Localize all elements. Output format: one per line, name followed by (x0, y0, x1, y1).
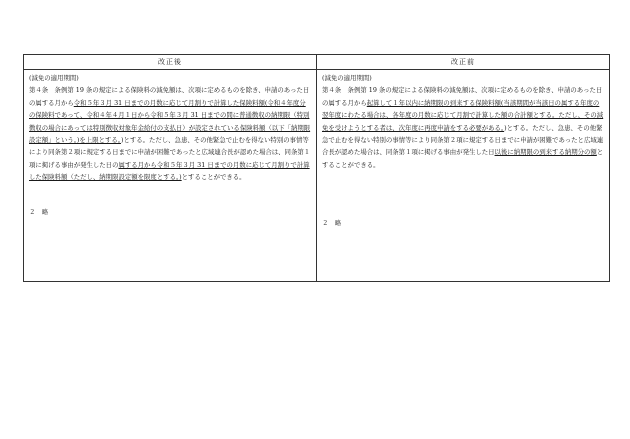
after-item-2: ２ 略 (29, 207, 49, 216)
content-row (24, 70, 610, 282)
before-text-3: とすることができる。 (322, 148, 604, 169)
before-caption: (減免の適用期間) (322, 74, 372, 82)
before-item-2: ２ 略 (322, 219, 342, 228)
comparison-table (23, 54, 610, 282)
header-before: 改正前 (317, 55, 610, 70)
before-underlined-1: 起算して１年以内に納期限の到来する保険料額(当該期間が当該日の属する年度の翌年度にわたる場合は、各年度の月数に応じて月割で計算した額の合計額とする。ただし、その減免を受けようとする者は、次年度に再度申請をする必要がある。 (322, 98, 604, 132)
before-article-4 (322, 84, 604, 171)
before-text-1: 第４条 条例第 19 条の規定による保険料の減免額は、次項に定めるものを除き、申請のあった日の属する月から (322, 86, 603, 107)
after-text-2: )とする。ただし、急患、その他緊急で止むを得ない特別の事情等により同条第２項に規定する日までに申請が困難であったと広域連合長が認めた場合は、同条第１項に掲げる事由が発生した日の (29, 136, 311, 169)
after-underlined-2: 属する月から令和５年３月 31 日までの月数に応じて月割りで計算した保険料額（ただし、納期限設定額を限度とする。) (29, 160, 310, 182)
before-column (317, 70, 610, 282)
after-underlined-1: 令和５年３月 31 日までの月数に応じて月割りで計算した保険料額(令和４年度分の保険料であって、令和４年４月１日から令和５年３月 31 日までの間に普通徴収の納期限（特別徴収の場合にあっては特別徴収対象年金給付の支払日）が設定されている保険料額（以下「納期限設定額」という。)を上限とする。 (29, 98, 311, 145)
after-text-3: とすることができる。 (181, 173, 246, 182)
before-underlined-2: 以後に納期限の到来する納期分の額 (494, 148, 597, 157)
before-text-2: )とする。ただし、急患、その他緊急で止むを得ない特別の事情等により同条第２項に規定する日までに申請が困難であったと広域連合長が認めた場合は、同条第１項に掲げる事由が発生した日 (322, 123, 604, 157)
after-caption: (減免の適用期間) (29, 74, 79, 82)
header-after: 改正後 (24, 55, 317, 70)
header-row (24, 55, 610, 70)
after-article-4 (29, 84, 311, 183)
after-column (24, 70, 317, 282)
after-text-1: 第４条 条例第 19 条の規定による保険料の減免額は、次項に定めるものを除き、申請のあった日の属する月から (29, 86, 310, 107)
